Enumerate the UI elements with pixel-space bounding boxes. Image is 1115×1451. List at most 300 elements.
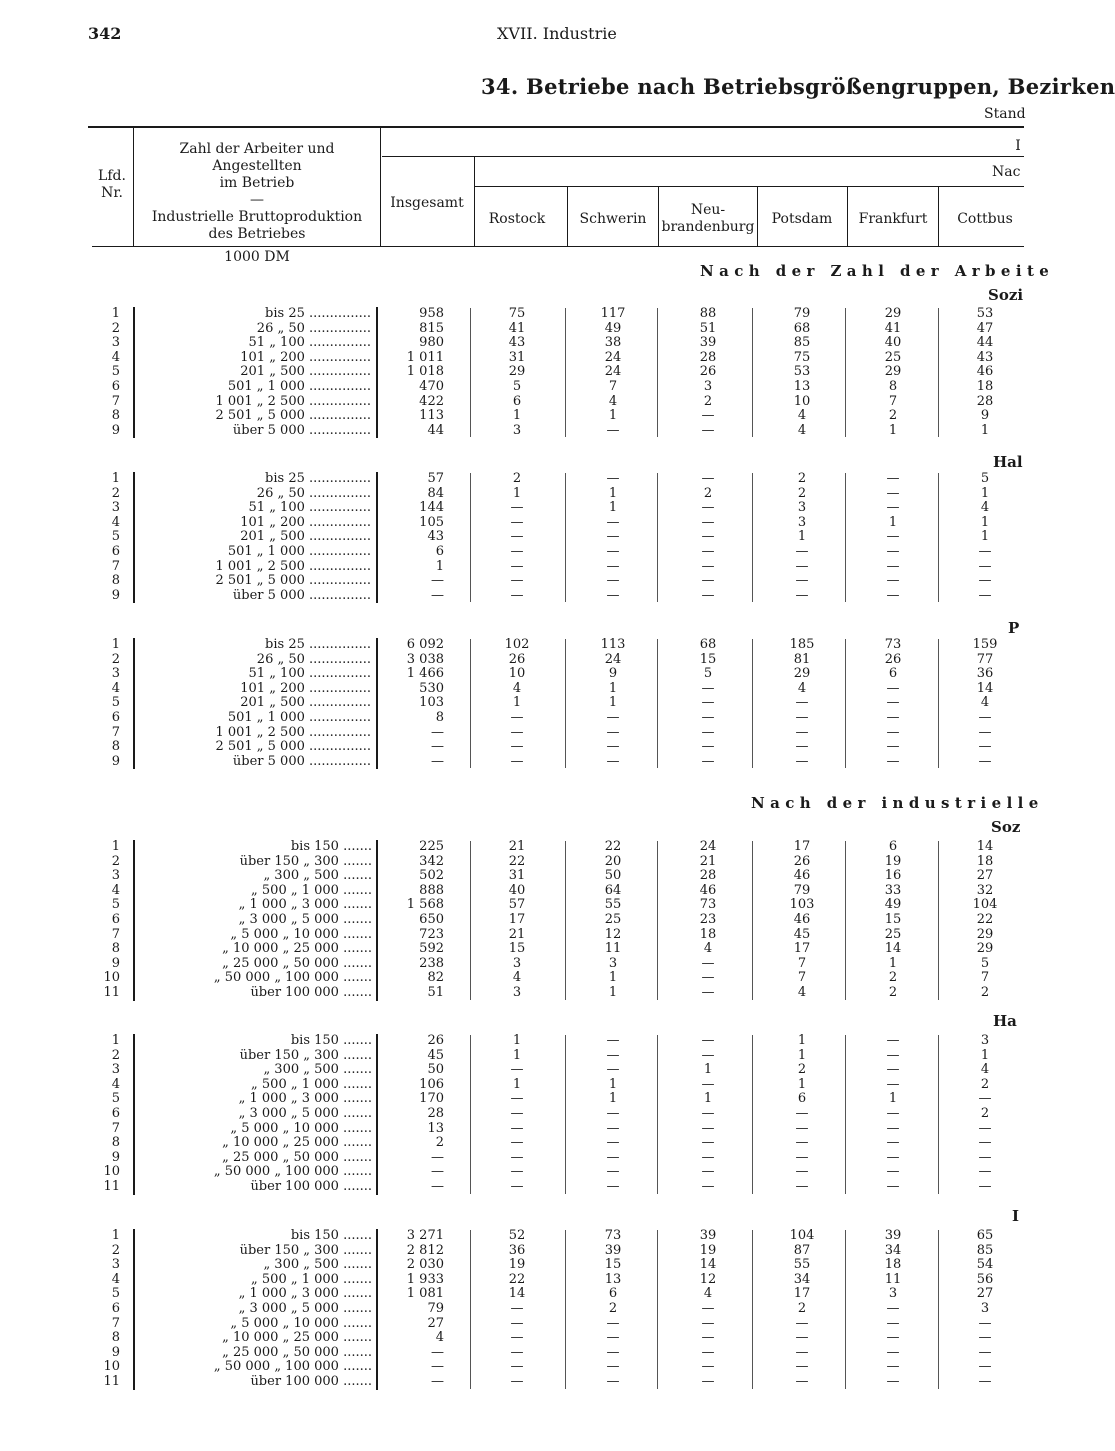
col-sep-1 bbox=[565, 841, 566, 1000]
cell-region-3: 46 bbox=[793, 912, 811, 927]
cell-region-4: 7 bbox=[888, 393, 898, 409]
cell-region-0: — bbox=[510, 1301, 524, 1316]
row-number: 10 bbox=[103, 1164, 120, 1180]
cell-region-4: 49 bbox=[884, 897, 902, 913]
cell-region-1: 1 bbox=[608, 408, 618, 424]
row-label: 101 „ 200 ............... bbox=[240, 349, 371, 365]
cell-region-4: — bbox=[886, 1076, 900, 1092]
cell-region-2: 68 bbox=[699, 637, 717, 652]
cell-region-2: 2 bbox=[703, 393, 713, 409]
cell-region-0: — bbox=[510, 753, 524, 769]
cell-region-5: 1 bbox=[980, 485, 990, 501]
cell-region-5: 1 bbox=[980, 529, 990, 545]
cell-region-1: 22 bbox=[604, 839, 622, 854]
row-label: bis 25 ............... bbox=[265, 306, 371, 321]
cell-region-5: 2 bbox=[980, 1106, 990, 1121]
cell-region-5: 3 bbox=[980, 1033, 990, 1048]
row-label: „ 300 „ 500 ....... bbox=[263, 1257, 372, 1273]
cell-region-4: 39 bbox=[884, 1228, 902, 1243]
row-label: 1 001 „ 2 500 ............... bbox=[215, 558, 371, 574]
row-number: 1 bbox=[111, 637, 120, 652]
cell-region-3: 3 bbox=[797, 500, 807, 516]
cell-region-1: 13 bbox=[604, 1271, 622, 1287]
cell-region-4: 25 bbox=[884, 349, 902, 365]
cell-insgesamt: 6 092 bbox=[406, 637, 444, 652]
row-label: „ 25 000 „ 50 000 ....... bbox=[222, 955, 372, 971]
cell-insgesamt: 530 bbox=[419, 680, 444, 696]
cell-region-5: 4 bbox=[980, 695, 990, 711]
col-sep-0 bbox=[470, 841, 471, 1000]
cell-region-2: 14 bbox=[699, 1257, 717, 1273]
cell-region-3: 53 bbox=[793, 364, 811, 380]
cell-region-4: — bbox=[886, 544, 900, 559]
cell-insgesamt: 958 bbox=[419, 306, 444, 321]
cell-region-4: — bbox=[886, 573, 900, 589]
row-number: 3 bbox=[111, 666, 120, 682]
col-sep-5 bbox=[938, 639, 939, 768]
cell-region-1: 1 bbox=[608, 1091, 618, 1107]
cell-region-2: 5 bbox=[703, 666, 713, 682]
cell-region-3: — bbox=[795, 1359, 809, 1375]
col-sep-2 bbox=[657, 639, 658, 768]
cell-region-3: 79 bbox=[793, 306, 811, 321]
cell-region-2: 1 bbox=[703, 1062, 713, 1078]
desc-bar bbox=[133, 1034, 135, 1195]
row-label: über 150 „ 300 ....... bbox=[239, 1047, 372, 1063]
cell-region-3: 87 bbox=[793, 1242, 811, 1258]
row-number: 4 bbox=[111, 882, 120, 898]
cell-region-1: 1 bbox=[608, 695, 618, 711]
cell-insgesamt: 225 bbox=[419, 839, 444, 854]
row-label: „ 3 000 „ 5 000 ....... bbox=[238, 1106, 372, 1121]
row-label: 2 501 „ 5 000 ............... bbox=[215, 739, 371, 755]
cell-region-3: — bbox=[795, 1330, 809, 1346]
header-rule-2 bbox=[474, 186, 1024, 187]
cell-region-2: — bbox=[701, 710, 715, 725]
cell-region-1: 2 bbox=[608, 1301, 618, 1316]
row-label: 26 „ 50 ............... bbox=[256, 320, 371, 336]
cell-region-2: — bbox=[701, 514, 715, 530]
cell-region-4: — bbox=[886, 1344, 900, 1360]
row-number: 5 bbox=[111, 1286, 120, 1302]
cell-insgesamt: 1 466 bbox=[406, 666, 444, 682]
cell-region-4: — bbox=[886, 680, 900, 696]
cell-region-0: — bbox=[510, 1120, 524, 1136]
table-title: 34. Betriebe nach Betriebsgrößengruppen, Bezirken bbox=[481, 74, 1115, 99]
row-number: 2 bbox=[111, 1242, 120, 1258]
region-header-5: Cottbus bbox=[957, 211, 1013, 227]
row-number: 4 bbox=[111, 680, 120, 696]
desc-bar bbox=[133, 307, 135, 438]
cell-region-1: — bbox=[606, 587, 620, 603]
cell-region-0: — bbox=[510, 1315, 524, 1331]
cell-region-4: 15 bbox=[884, 912, 902, 927]
cell-region-0: — bbox=[510, 1106, 524, 1121]
cell-region-3: — bbox=[795, 1344, 809, 1360]
cell-region-1: 38 bbox=[604, 335, 622, 351]
row-number: 4 bbox=[111, 1271, 120, 1287]
cell-region-0: — bbox=[510, 1164, 524, 1180]
cell-region-2: — bbox=[701, 422, 715, 438]
row-number: 8 bbox=[111, 573, 120, 589]
cell-region-0: 43 bbox=[508, 335, 526, 351]
cell-region-5: 4 bbox=[980, 1062, 990, 1078]
cell-insgesamt: 888 bbox=[419, 882, 444, 898]
cell-region-0: 26 bbox=[508, 651, 526, 667]
cell-region-3: 2 bbox=[797, 1062, 807, 1078]
cell-region-3: 68 bbox=[793, 320, 811, 336]
cell-region-0: 40 bbox=[508, 882, 526, 898]
cell-region-0: 29 bbox=[508, 364, 526, 380]
cell-region-0: 1 bbox=[512, 1047, 522, 1063]
cell-region-5: 14 bbox=[976, 680, 994, 696]
cell-insgesamt: 592 bbox=[419, 941, 444, 957]
cell-region-3: — bbox=[795, 558, 809, 574]
cell-region-0: 1 bbox=[512, 485, 522, 501]
row-label: „ 500 „ 1 000 ....... bbox=[251, 882, 372, 898]
cell-region-2: 73 bbox=[699, 897, 717, 913]
row-label: über 100 000 ....... bbox=[250, 1374, 372, 1389]
cell-region-5: 159 bbox=[972, 637, 998, 652]
cell-region-1: 113 bbox=[600, 637, 626, 652]
cell-region-3: 45 bbox=[793, 926, 811, 942]
row-label: 501 „ 1 000 ............... bbox=[227, 710, 371, 725]
row-number: 11 bbox=[103, 985, 120, 1000]
cell-insgesamt: 1 081 bbox=[406, 1286, 444, 1302]
row-label: „ 50 000 „ 100 000 ....... bbox=[213, 1359, 372, 1375]
cell-insgesamt: 1 933 bbox=[406, 1271, 444, 1287]
cell-region-5: — bbox=[978, 753, 992, 769]
cell-region-1: 15 bbox=[604, 1257, 622, 1273]
cell-region-2: — bbox=[701, 471, 715, 486]
cell-region-4: — bbox=[886, 1315, 900, 1331]
cell-region-5: 7 bbox=[980, 970, 990, 986]
row-label: „ 500 „ 1 000 ....... bbox=[251, 1076, 372, 1092]
row-number: 4 bbox=[111, 1076, 120, 1092]
cell-region-1: — bbox=[606, 710, 620, 725]
row-label: bis 150 ....... bbox=[290, 1033, 372, 1048]
cell-region-1: 25 bbox=[604, 912, 622, 927]
cell-region-1: 1 bbox=[608, 680, 618, 696]
cell-region-2: — bbox=[701, 1374, 715, 1389]
row-number: 6 bbox=[111, 379, 120, 394]
cell-region-4: — bbox=[886, 1359, 900, 1375]
row-label: „ 1 000 „ 3 000 ....... bbox=[238, 1286, 372, 1302]
cell-insgesamt: 170 bbox=[419, 1091, 444, 1107]
cell-region-1: — bbox=[606, 1120, 620, 1136]
cell-region-3: — bbox=[795, 1164, 809, 1180]
header-insgesamt: Insgesamt bbox=[390, 195, 464, 211]
cell-region-0: 14 bbox=[508, 1286, 526, 1302]
cell-region-5: 1 bbox=[980, 422, 990, 438]
cell-region-2: — bbox=[701, 970, 715, 986]
cell-region-0: — bbox=[510, 1330, 524, 1346]
cell-region-3: 46 bbox=[793, 868, 811, 884]
cell-insgesamt: 79 bbox=[427, 1301, 444, 1316]
cell-region-1: 1 bbox=[608, 485, 618, 501]
cell-region-0: 102 bbox=[504, 637, 530, 652]
cell-region-0: 3 bbox=[512, 955, 522, 971]
cell-region-1: — bbox=[606, 1033, 620, 1048]
desc-bar bbox=[133, 638, 135, 769]
cell-region-3: 1 bbox=[797, 529, 807, 545]
cell-region-3: — bbox=[795, 573, 809, 589]
cell-region-0: — bbox=[510, 587, 524, 603]
cell-region-1: — bbox=[606, 514, 620, 530]
cell-region-3: — bbox=[795, 1120, 809, 1136]
row-number: 9 bbox=[111, 1344, 120, 1360]
cell-region-1: — bbox=[606, 1315, 620, 1331]
row-number: 1 bbox=[111, 306, 120, 321]
cell-region-1: 24 bbox=[604, 364, 622, 380]
row-label: „ 10 000 „ 25 000 ....... bbox=[222, 1135, 372, 1151]
cell-region-3: — bbox=[795, 753, 809, 769]
cell-region-2: 24 bbox=[699, 839, 717, 854]
row-number: 5 bbox=[111, 364, 120, 380]
row-label: bis 25 ............... bbox=[265, 637, 371, 652]
cell-region-1: 11 bbox=[604, 941, 622, 957]
col-sep-2 bbox=[657, 841, 658, 1000]
cell-region-0: — bbox=[510, 573, 524, 589]
cell-region-3: — bbox=[795, 1315, 809, 1331]
cell-region-3: 26 bbox=[793, 853, 811, 869]
cell-region-5: — bbox=[978, 1374, 992, 1389]
row-label: 1 001 „ 2 500 ............... bbox=[215, 393, 371, 409]
row-label: „ 1 000 „ 3 000 ....... bbox=[238, 1091, 372, 1107]
cell-region-3: — bbox=[795, 1106, 809, 1121]
row-label: 501 „ 1 000 ............... bbox=[227, 544, 371, 559]
cell-region-2: — bbox=[701, 1033, 715, 1048]
cell-insgesamt: 650 bbox=[419, 912, 444, 927]
cell-region-0: 15 bbox=[508, 941, 526, 957]
label-bar bbox=[376, 840, 378, 1001]
cell-region-5: — bbox=[978, 1344, 992, 1360]
cell-region-5: 47 bbox=[976, 320, 994, 336]
cell-region-0: — bbox=[510, 739, 524, 755]
cell-insgesamt: 238 bbox=[419, 955, 444, 971]
row-label: „ 50 000 „ 100 000 ....... bbox=[213, 1164, 372, 1180]
cell-region-1: 49 bbox=[604, 320, 622, 336]
row-number: 8 bbox=[111, 408, 120, 424]
cell-insgesamt: 815 bbox=[419, 320, 444, 336]
row-label: über 150 „ 300 ....... bbox=[239, 1242, 372, 1258]
cell-region-0: 41 bbox=[508, 320, 526, 336]
row-label: 501 „ 1 000 ............... bbox=[227, 379, 371, 394]
cell-insgesamt: 2 812 bbox=[406, 1242, 444, 1258]
cell-insgesamt: 13 bbox=[427, 1120, 444, 1136]
cell-region-2: — bbox=[701, 1359, 715, 1375]
col-sep-2 bbox=[657, 473, 658, 602]
cell-region-3: — bbox=[795, 739, 809, 755]
cell-region-1: 1 bbox=[608, 500, 618, 516]
row-label: 26 „ 50 ............... bbox=[256, 485, 371, 501]
row-number: 6 bbox=[111, 710, 120, 725]
cell-region-3: 29 bbox=[793, 666, 811, 682]
cell-region-1: 73 bbox=[604, 1228, 622, 1243]
cell-region-1: 24 bbox=[604, 349, 622, 365]
cell-region-4: 2 bbox=[888, 970, 898, 986]
label-bar bbox=[376, 638, 378, 769]
cell-region-2: 51 bbox=[699, 320, 717, 336]
row-number: 3 bbox=[111, 868, 120, 884]
cell-region-3: 13 bbox=[793, 379, 811, 394]
cell-region-2: — bbox=[701, 1120, 715, 1136]
cell-region-3: 2 bbox=[797, 485, 807, 501]
row-number: 5 bbox=[111, 529, 120, 545]
cell-region-0: — bbox=[510, 710, 524, 725]
row-label: „ 3 000 „ 5 000 ....... bbox=[238, 1301, 372, 1316]
cell-region-3: 81 bbox=[793, 651, 811, 667]
row-number: 9 bbox=[111, 422, 120, 438]
cell-region-1: — bbox=[606, 1179, 620, 1194]
cell-region-1: — bbox=[606, 1106, 620, 1121]
group-subheading-1-0: Soz bbox=[991, 818, 1021, 836]
cell-region-2: 39 bbox=[699, 335, 717, 351]
cell-region-3: 4 bbox=[797, 985, 807, 1000]
cell-insgesamt: 723 bbox=[419, 926, 444, 942]
row-number: 7 bbox=[111, 393, 120, 409]
cell-region-2: 39 bbox=[699, 1228, 717, 1243]
cell-region-5: 9 bbox=[980, 408, 990, 424]
cell-region-2: 12 bbox=[699, 1271, 717, 1287]
cell-insgesamt: 105 bbox=[419, 514, 444, 530]
cell-region-4: — bbox=[886, 1374, 900, 1389]
desc-bar bbox=[133, 840, 135, 1001]
row-number: 10 bbox=[103, 970, 120, 986]
cell-region-4: 19 bbox=[884, 853, 902, 869]
col-sep-5 bbox=[938, 308, 939, 437]
cell-region-3: — bbox=[795, 724, 809, 740]
row-number: 7 bbox=[111, 1120, 120, 1136]
cell-region-2: — bbox=[701, 529, 715, 545]
cell-region-3: — bbox=[795, 587, 809, 603]
cell-insgesamt: — bbox=[431, 1149, 444, 1165]
cell-region-4: 8 bbox=[888, 379, 898, 394]
cell-region-2: — bbox=[701, 985, 715, 1000]
cell-region-3: 1 bbox=[797, 1033, 807, 1048]
cell-region-5: 56 bbox=[976, 1271, 994, 1287]
row-label: „ 25 000 „ 50 000 ....... bbox=[222, 1149, 372, 1165]
cell-region-4: — bbox=[886, 1164, 900, 1180]
row-number: 11 bbox=[103, 1374, 120, 1389]
cell-region-5: 28 bbox=[976, 393, 994, 409]
cell-region-4: — bbox=[886, 529, 900, 545]
cell-region-3: 75 bbox=[793, 349, 811, 365]
region-header-0: Rostock bbox=[488, 211, 546, 227]
cell-region-5: 54 bbox=[976, 1257, 994, 1273]
cell-region-2: — bbox=[701, 573, 715, 589]
cell-region-5: 18 bbox=[976, 853, 994, 869]
cell-region-1: 3 bbox=[608, 955, 618, 971]
stand-label: Stand bbox=[984, 106, 1026, 122]
cell-region-3: 55 bbox=[793, 1257, 811, 1273]
cell-region-5: 1 bbox=[980, 1047, 990, 1063]
cell-insgesamt: 103 bbox=[419, 695, 444, 711]
cell-region-5: — bbox=[978, 710, 992, 725]
cell-region-4: — bbox=[886, 471, 900, 486]
row-number: 2 bbox=[111, 853, 120, 869]
cell-region-1: — bbox=[606, 1047, 620, 1063]
cell-insgesamt: 1 568 bbox=[406, 897, 444, 913]
cell-insgesamt: — bbox=[431, 753, 444, 769]
cell-region-0: 21 bbox=[508, 926, 526, 942]
row-number: 2 bbox=[111, 320, 120, 336]
cell-region-1: — bbox=[606, 529, 620, 545]
group-subheading-0-0: Sozi bbox=[988, 286, 1024, 304]
cell-region-0: — bbox=[510, 1179, 524, 1194]
row-number: 1 bbox=[111, 1228, 120, 1243]
cell-region-3: 2 bbox=[797, 471, 807, 486]
col-sep-1 bbox=[565, 308, 566, 437]
cell-region-3: 34 bbox=[793, 1271, 811, 1287]
cell-region-2: 1 bbox=[703, 1091, 713, 1107]
cell-region-5: 53 bbox=[976, 306, 994, 321]
row-label: über 100 000 ....... bbox=[250, 1179, 372, 1194]
cell-region-0: 52 bbox=[508, 1228, 526, 1243]
col-sep-4 bbox=[845, 841, 846, 1000]
cell-region-4: — bbox=[886, 1301, 900, 1316]
cell-region-4: 14 bbox=[884, 941, 902, 957]
cell-region-1: 4 bbox=[608, 393, 618, 409]
row-label: über 5 000 ............... bbox=[232, 422, 371, 438]
row-number: 9 bbox=[111, 955, 120, 971]
cell-region-4: — bbox=[886, 1062, 900, 1078]
cell-region-4: 29 bbox=[884, 306, 902, 321]
col-sep-2 bbox=[657, 1230, 658, 1389]
col-sep-0 bbox=[470, 473, 471, 602]
cell-region-1: 1 bbox=[608, 970, 618, 986]
col-sep-0 bbox=[470, 1035, 471, 1194]
cell-region-0: 57 bbox=[508, 897, 526, 913]
row-number: 2 bbox=[111, 1047, 120, 1063]
cell-region-5: — bbox=[978, 1315, 992, 1331]
cell-region-4: 34 bbox=[884, 1242, 902, 1258]
col-sep-2 bbox=[657, 1035, 658, 1194]
cell-region-4: 1 bbox=[888, 1091, 898, 1107]
cell-region-5: — bbox=[978, 1091, 992, 1107]
cell-region-2: 4 bbox=[703, 941, 713, 957]
cell-region-4: — bbox=[886, 1330, 900, 1346]
cell-region-1: — bbox=[606, 544, 620, 559]
label-bar bbox=[376, 307, 378, 438]
col-sep-3 bbox=[752, 639, 753, 768]
cell-insgesamt: 84 bbox=[427, 485, 444, 501]
cell-region-2: 21 bbox=[699, 853, 717, 869]
cell-region-4: 2 bbox=[888, 408, 898, 424]
cell-region-5: 1 bbox=[980, 514, 990, 530]
cell-region-1: 7 bbox=[608, 379, 618, 394]
row-number: 6 bbox=[111, 912, 120, 927]
cell-insgesamt: 2 030 bbox=[406, 1257, 444, 1273]
cell-region-5: 2 bbox=[980, 1076, 990, 1092]
cell-region-3: 103 bbox=[789, 897, 815, 913]
cell-region-2: — bbox=[701, 500, 715, 516]
header-vline-r3 bbox=[757, 186, 758, 246]
label-bar bbox=[376, 472, 378, 603]
cell-region-4: 1 bbox=[888, 955, 898, 971]
label-bar bbox=[376, 1034, 378, 1195]
cell-region-1: — bbox=[606, 1149, 620, 1165]
cell-region-5: 77 bbox=[976, 651, 994, 667]
cell-region-5: — bbox=[978, 724, 992, 740]
row-number: 8 bbox=[111, 1330, 120, 1346]
cell-region-3: 2 bbox=[797, 1301, 807, 1316]
cell-region-0: 31 bbox=[508, 868, 526, 884]
row-label: „ 5 000 „ 10 000 ....... bbox=[230, 926, 372, 942]
row-number: 4 bbox=[111, 514, 120, 530]
cell-region-4: — bbox=[886, 695, 900, 711]
desc-bar bbox=[133, 1229, 135, 1390]
